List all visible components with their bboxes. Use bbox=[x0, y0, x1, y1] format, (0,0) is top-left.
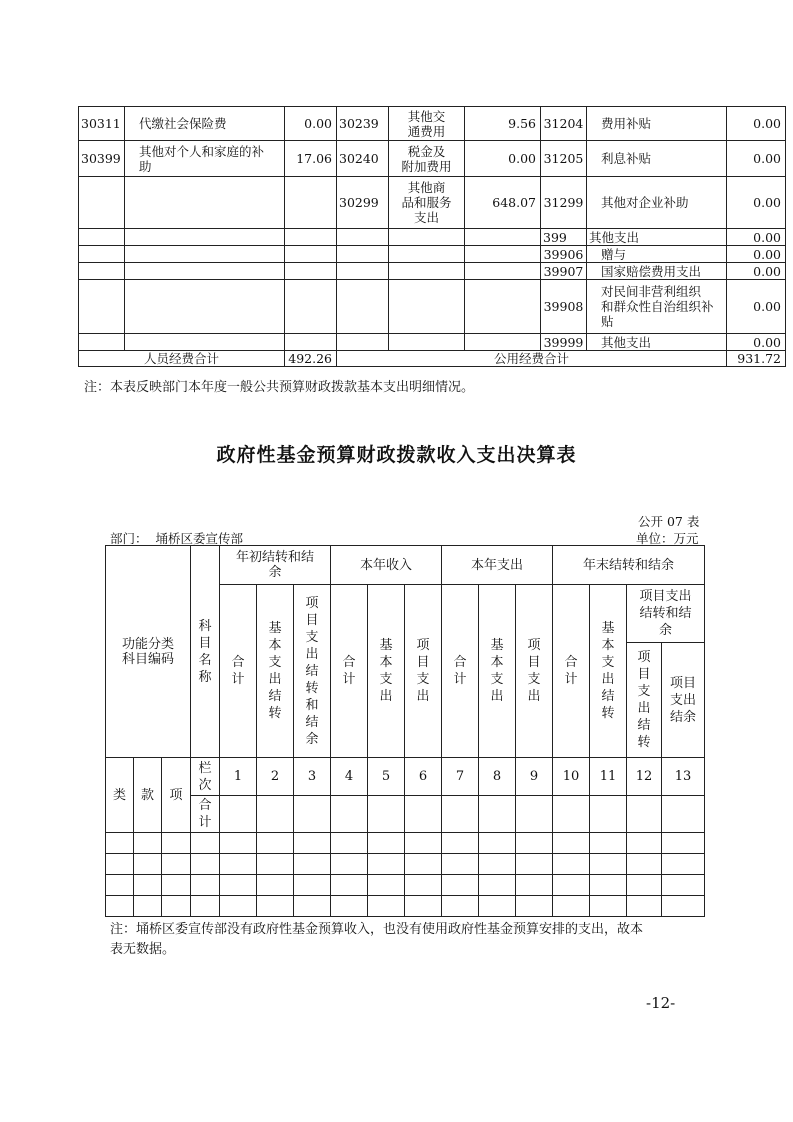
table-row bbox=[79, 246, 786, 263]
econ-name: 税金及 附加费用 bbox=[389, 141, 465, 177]
econ-name: 代缴社会保险费 bbox=[125, 107, 285, 141]
amount: 9.56 bbox=[465, 107, 541, 141]
header-basic: 基 本 支 出 bbox=[479, 585, 516, 758]
econ-code bbox=[337, 263, 389, 280]
econ-code bbox=[79, 177, 125, 229]
econ-name: 其他对企业补助 bbox=[587, 177, 727, 229]
table-row bbox=[106, 875, 705, 896]
econ-name bbox=[389, 334, 465, 351]
table-row bbox=[79, 229, 786, 246]
header-project: 项 目 支 出 bbox=[405, 585, 442, 758]
amount: 0.00 bbox=[727, 229, 786, 246]
table-row bbox=[106, 833, 705, 854]
amount bbox=[285, 334, 337, 351]
econ-code bbox=[337, 334, 389, 351]
econ-code bbox=[337, 246, 389, 263]
amount: 0.00 bbox=[727, 280, 786, 334]
header-expense: 本年支出 bbox=[442, 546, 553, 585]
econ-code: 30311 bbox=[79, 107, 125, 141]
econ-code: 30299 bbox=[337, 177, 389, 229]
col-number: 4 bbox=[331, 758, 368, 796]
header-income: 本年收入 bbox=[331, 546, 442, 585]
total-row bbox=[106, 796, 705, 833]
econ-name bbox=[125, 280, 285, 334]
econ-name: 对民间非营利组织 和群众性自治组织补 贴 bbox=[587, 280, 727, 334]
table-row bbox=[79, 263, 786, 280]
header-total: 合 计 bbox=[220, 585, 257, 758]
econ-code: 39908 bbox=[541, 280, 587, 334]
col-number: 11 bbox=[590, 758, 627, 796]
header-total: 合 计 bbox=[553, 585, 590, 758]
header-project-carry: 项 目 支 出 结 转 和 结 余 bbox=[294, 585, 331, 758]
econ-code bbox=[79, 246, 125, 263]
table2-note: 注：埇桥区委宣传部没有政府性基金预算收入，也没有使用政府性基金预算安排的支出，故本 表无数据。 bbox=[110, 922, 644, 957]
header-basic: 基 本 支 出 bbox=[368, 585, 405, 758]
page-title: 政府性基金预算财政拨款收入支出决算表 bbox=[216, 444, 577, 466]
amount bbox=[285, 229, 337, 246]
econ-name: 其他支出 bbox=[587, 229, 727, 246]
amount: 0.00 bbox=[465, 141, 541, 177]
econ-name: 其他商 品和服务 支出 bbox=[389, 177, 465, 229]
table-row bbox=[106, 854, 705, 875]
econ-name bbox=[125, 263, 285, 280]
table-row bbox=[79, 334, 786, 351]
col-number: 8 bbox=[479, 758, 516, 796]
header-project-sub: 项目支出 结转和结 余 bbox=[627, 585, 705, 643]
header-closing-balance: 年末结转和结余 bbox=[553, 546, 705, 585]
col-number: 9 bbox=[516, 758, 553, 796]
amount bbox=[465, 229, 541, 246]
econ-code bbox=[79, 263, 125, 280]
header-xiang: 项 bbox=[162, 758, 191, 833]
econ-code bbox=[79, 334, 125, 351]
amount bbox=[285, 263, 337, 280]
col-number: 12 bbox=[627, 758, 662, 796]
econ-code: 399 bbox=[541, 229, 587, 246]
econ-code: 30240 bbox=[337, 141, 389, 177]
table-row bbox=[79, 280, 786, 334]
econ-code bbox=[337, 229, 389, 246]
department-label: 部门： 埇桥区委宣传部 bbox=[110, 531, 243, 546]
amount bbox=[465, 334, 541, 351]
basic-expenditure-table bbox=[78, 106, 786, 367]
amount: 0.00 bbox=[727, 177, 786, 229]
amount: 0.00 bbox=[285, 107, 337, 141]
personnel-total-label: 人员经费合计 bbox=[79, 351, 285, 367]
econ-name: 其他支出 bbox=[587, 334, 727, 351]
header-project-balance-sub: 项目 支出 结余 bbox=[662, 643, 705, 758]
public-total-label: 公用经费合计 bbox=[337, 351, 727, 367]
func-code-header: 功能分类 科目编码 bbox=[106, 546, 191, 758]
table-row bbox=[79, 177, 786, 229]
econ-code: 39999 bbox=[541, 334, 587, 351]
table-row bbox=[106, 896, 705, 917]
public-total-value: 931.72 bbox=[727, 351, 786, 367]
econ-name bbox=[125, 229, 285, 246]
col-number: 1 bbox=[220, 758, 257, 796]
econ-code: 39906 bbox=[541, 246, 587, 263]
econ-name bbox=[389, 229, 465, 246]
table-row bbox=[79, 107, 786, 141]
page-number: -12- bbox=[646, 994, 676, 1012]
econ-name: 国家赔偿费用支出 bbox=[587, 263, 727, 280]
table1-note: 注：本表反映部门本年度一般公共预算财政拨款基本支出明细情况。 bbox=[84, 380, 475, 395]
econ-name bbox=[125, 246, 285, 263]
amount: 648.07 bbox=[465, 177, 541, 229]
amount: 17.06 bbox=[285, 141, 337, 177]
econ-code bbox=[79, 280, 125, 334]
amount: 0.00 bbox=[727, 334, 786, 351]
unit-label: 单位：万元 bbox=[636, 531, 699, 546]
econ-code bbox=[79, 229, 125, 246]
total-label: 合 计 bbox=[191, 796, 220, 833]
econ-name: 费用补贴 bbox=[587, 107, 727, 141]
amount: 0.00 bbox=[727, 263, 786, 280]
econ-name bbox=[125, 334, 285, 351]
personnel-total-value: 492.26 bbox=[285, 351, 337, 367]
amount bbox=[465, 263, 541, 280]
header-lei: 类 bbox=[106, 758, 134, 833]
header-kuan: 款 bbox=[134, 758, 162, 833]
econ-name: 赠与 bbox=[587, 246, 727, 263]
col-number: 7 bbox=[442, 758, 479, 796]
econ-code: 31299 bbox=[541, 177, 587, 229]
header-total: 合 计 bbox=[442, 585, 479, 758]
econ-name: 其他交 通费用 bbox=[389, 107, 465, 141]
econ-code: 31204 bbox=[541, 107, 587, 141]
econ-name bbox=[389, 246, 465, 263]
header-opening-balance: 年初结转和结 余 bbox=[220, 546, 331, 585]
econ-name bbox=[389, 263, 465, 280]
header-project: 项 目 支 出 bbox=[516, 585, 553, 758]
econ-name: 其他对个人和家庭的补 助 bbox=[125, 141, 285, 177]
government-fund-table bbox=[105, 545, 705, 917]
amount: 0.00 bbox=[727, 246, 786, 263]
amount bbox=[465, 280, 541, 334]
total-row bbox=[79, 351, 786, 367]
col-number: 10 bbox=[553, 758, 590, 796]
col-number: 3 bbox=[294, 758, 331, 796]
header-basic-carry: 基 本 支 出 结 转 bbox=[590, 585, 627, 758]
amount bbox=[465, 246, 541, 263]
amount: 0.00 bbox=[727, 107, 786, 141]
col-number: 5 bbox=[368, 758, 405, 796]
col-number: 2 bbox=[257, 758, 294, 796]
econ-name bbox=[125, 177, 285, 229]
econ-code: 30239 bbox=[337, 107, 389, 141]
col-number: 13 bbox=[662, 758, 705, 796]
econ-code: 39907 bbox=[541, 263, 587, 280]
amount bbox=[285, 246, 337, 263]
table-code: 公开 07 表 bbox=[638, 514, 700, 529]
table-row bbox=[79, 141, 786, 177]
econ-code bbox=[337, 280, 389, 334]
econ-name bbox=[389, 280, 465, 334]
amount bbox=[285, 177, 337, 229]
econ-code: 31205 bbox=[541, 141, 587, 177]
econ-name: 利息补贴 bbox=[587, 141, 727, 177]
subject-name-header: 科 目 名 称 bbox=[191, 546, 220, 758]
amount bbox=[285, 280, 337, 334]
column-index-label: 栏 次 bbox=[191, 758, 220, 796]
header-total: 合 计 bbox=[331, 585, 368, 758]
amount: 0.00 bbox=[727, 141, 786, 177]
header-basic-carry: 基 本 支 出 结 转 bbox=[257, 585, 294, 758]
header-project-carry-sub: 项 目 支 出 结 转 bbox=[627, 643, 662, 758]
col-number: 6 bbox=[405, 758, 442, 796]
econ-code: 30399 bbox=[79, 141, 125, 177]
